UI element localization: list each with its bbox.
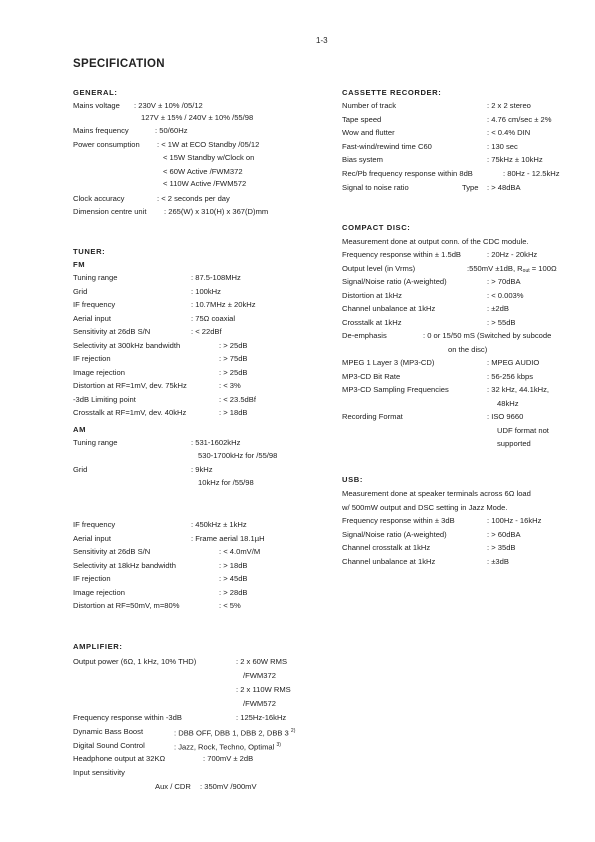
recording-format-label: Recording Format [342,412,403,421]
power-consumption-value-4: < 110W Active /FWM572 [163,179,247,188]
usb-spec-label: Frequency response within ± 3dB [342,516,455,525]
power-consumption-label: Power consumption [73,140,140,149]
dimension-label: Dimension centre unit [73,207,147,216]
am-spec-label: Distortion at RF=50mV, m=80% [73,601,180,610]
cd-spec-value: : > 70dBA [487,277,521,286]
mp3-spec-value: : MPEG AUDIO [487,358,540,367]
am-spec-value: : > 45dB [219,574,248,583]
clock-accuracy-value: : < 2 seconds per day [157,194,230,203]
usb-heading: USB: [342,475,363,484]
fm-spec-label: Image rejection [73,367,125,377]
fm-spec-value: : 75Ω coaxial [191,313,236,323]
dsc-footnote: 3) [276,742,281,748]
fm-spec-label: IF frequency [73,300,116,309]
cd-spec-label: Crosstalk at 1kHz [342,317,402,327]
fm-spec-value: : > 75dB [219,354,248,363]
usb-intro-2: w/ 500mW output and DSC setting in Jazz Mode. [342,503,508,512]
fm-spec-value: : 87.5-108MHz [191,273,241,282]
fm-spec-value: : < 22dBf [191,327,222,336]
usb-spec-label: Channel unbalance at 1kHz [342,556,436,566]
cassette-spec-label: Bias system [342,155,383,165]
fm-spec-value: : 100kHz [191,286,221,296]
mp3-spec-label: MP3-CD Bit Rate [342,371,401,381]
recording-format-value-2: UDF format not [497,426,549,435]
recpb-label: Rec/Pb frequency response within 8dB [342,169,473,178]
fm-spec-value: : < 23.5dBf [219,394,256,404]
amplifier-heading: AMPLIFIER: [73,642,123,651]
general-heading: GENERAL: [73,88,118,97]
mains-frequency-value: : 50/60Hz [155,126,188,135]
am-spec-label: Image rejection [73,587,125,597]
am-spec-value: : > 18dB [219,560,248,570]
dimension-value: : 265(W) x 310(H) x 367(D)mm [164,207,269,216]
cassette-spec-value: : 4.76 cm/sec ± 2% [487,114,552,124]
usb-spec-value: : 100Hz - 16kHz [487,516,542,525]
input-sensitivity-label: Input sensitivity [73,768,125,777]
fm-spec-label: Tuning range [73,273,118,282]
deemphasis-label: De-emphasis [342,331,387,340]
headphone-label: Headphone output at 32KΩ [73,754,166,763]
mains-voltage-label: Mains voltage [73,101,120,110]
am-spec-value: : Frame aerial 18.1µH [191,533,265,543]
am-spec-value: : < 5% [219,601,241,610]
cassette-spec-value: : 75kHz ± 10kHz [487,155,543,165]
aux-cdr-label: Aux / CDR [155,782,191,791]
fm-spec-value: : > 25dB [219,367,248,377]
usb-spec-value: : > 60dBA [487,529,521,539]
am-tuning-range-value-2: 530-1700kHz for /55/98 [198,451,278,460]
deemphasis-value: : 0 or 15/50 mS (Switched by subcode [423,331,552,340]
cd-heading: COMPACT DISC: [342,223,411,232]
cassette-spec-value: : 2 x 2 stereo [487,101,531,110]
fm-spec-value: : > 18dB [219,408,248,417]
usb-spec-value: : > 35dB [487,543,516,553]
clock-accuracy-label: Clock accuracy [73,194,125,203]
mains-frequency-label: Mains frequency [73,126,129,135]
am-spec-value: : < 4.0mV/M [219,547,261,556]
fm-spec-value: : > 25dB [219,340,248,350]
am-tuning-range-value: : 531-1602kHz [191,438,241,447]
cassette-spec-value: : < 0.4% DIN [487,128,531,138]
output-power-value-4: /FWM572 [243,699,276,708]
am-spec-label: IF frequency [73,520,116,529]
mains-voltage-value-2: 127V ± 15% / 240V ± 10% /55/98 [141,113,254,122]
page-title: SPECIFICATION [73,58,165,70]
am-heading: AM [73,425,87,434]
cd-spec-value: : ±2dB [487,304,509,313]
cassette-heading: CASSETTE RECORDER: [342,88,442,97]
cd-frequency-value: : 20Hz - 20kHz [487,250,538,259]
fm-spec-label: Sensitivity at 26dB S/N [73,327,151,336]
cd-spec-label: Signal/Noise ratio (A-weighted) [342,277,447,286]
am-grid-value-2: 10kHz for /55/98 [198,478,254,487]
dbb-value: : DBB OFF, DBB 1, DBB 2, DBB 3 $^{2)}$ [174,728,296,738]
am-tuning-range-label: Tuning range [73,438,118,447]
deemphasis-value-2: on the disc) [448,345,488,354]
fm-spec-value: : < 3% [219,381,241,390]
cd-output-label: Output level (in Vrms) [342,264,416,273]
dsc-value: : Jazz, Rock, Techno, Optimal $^{3)}$ [174,742,281,752]
cd-intro: Measurement done at output conn. of the CDC module. [342,237,529,246]
usb-spec-label: Channel crosstalk at 1kHz [342,543,431,553]
mains-voltage-value: : 230V ± 10% /05/12 [134,101,203,110]
fm-spec-label: IF rejection [73,354,111,363]
mp3-spec-value: : 32 kHz, 44.1kHz, [487,385,550,395]
page-number: 1-3 [316,36,328,45]
cassette-spec-value: : 130 sec [487,141,518,151]
cd-spec-value: : > 55dB [487,317,516,327]
dbb-label: Dynamic Bass Boost [73,727,144,736]
output-power-label: Output power (6Ω, 1 kHz, 10% THD) [73,657,197,666]
recording-format-value: : ISO 9660 [487,412,524,421]
power-consumption-value-3: < 60W Active /FWM372 [163,167,243,176]
cd-frequency-label: Frequency response within ± 1.5dB [342,250,461,259]
snr-type: Type [462,183,479,192]
fm-spec-label: Distortion at RF=1mV, dev. 75kHz [73,381,187,390]
snr-label: Signal to noise ratio [342,183,409,192]
fm-spec-label: Selectivity at 300kHz bandwidth [73,340,181,350]
output-power-value-2: /FWM372 [243,671,276,680]
am-grid-label: Grid [73,465,88,474]
cassette-spec-label: Wow and flutter [342,128,395,138]
mp3-spec-label: MPEG 1 Layer 3 (MP3-CD) [342,358,435,367]
fm-heading: FM [73,260,86,269]
fm-spec-value: : 10.7MHz ± 20kHz [191,300,256,309]
cd-spec-label: Channel unbalance at 1kHz [342,304,436,313]
am-spec-label: Sensitivity at 26dB S/N [73,547,151,556]
am-spec-label: Selectivity at 18kHz bandwidth [73,560,176,570]
power-consumption-value-2: < 15W Standby w/Clock on [163,153,255,162]
amp-frequency-value: : 125Hz-16kHz [236,713,287,722]
fm-spec-label: Grid [73,286,88,296]
snr-value: : > 48dBA [487,183,521,192]
cd-spec-label: Distortion at 1kHz [342,290,402,300]
am-spec-value: : > 28dB [219,587,248,597]
cd-output-value: :550mV ±1dB, $R_{out} = 100\Omega$ [467,264,557,274]
am-grid-value: : 9kHz [191,465,213,474]
cassette-spec-label: Number of track [342,101,397,110]
recording-format-value-3: supported [497,439,531,448]
output-power-value-3: : 2 x 110W RMS [236,685,291,694]
usb-spec-label: Signal/Noise ratio (A-weighted) [342,529,447,539]
recpb-value: : 80Hz - 12.5kHz [503,169,560,178]
fm-spec-label: -3dB Limiting point [73,394,136,404]
usb-spec-value: : ±3dB [487,556,509,566]
headphone-value: : 700mV ± 2dB [203,754,254,763]
am-spec-label: Aerial input [73,533,111,543]
mp3-spec-label: MP3-CD Sampling Frequencies [342,385,449,395]
aux-cdr-value: : 350mV /900mV [200,782,257,791]
output-power-value-1: : 2 x 60W RMS [236,657,288,666]
usb-intro-1: Measurement done at speaker terminals across 6Ω load [342,489,531,498]
dbb-footnote: 2) [290,728,296,734]
sampling-value-2: 48kHz [497,399,519,408]
fm-spec-label: Crosstalk at RF=1mV, dev. 40kHz [73,408,187,417]
amp-frequency-label: Frequency response within -3dB [73,713,182,722]
power-consumption-value-1: : < 1W at ECO Standby /05/12 [157,140,260,149]
cassette-spec-label: Fast-wind/rewind time C60 [342,141,432,151]
tuner-heading: TUNER: [73,247,106,256]
dsc-label: Digital Sound Control [73,741,145,750]
cassette-spec-label: Tape speed [342,114,382,124]
fm-spec-label: Aerial input [73,313,111,323]
am-spec-value: : 450kHz ± 1kHz [191,520,247,529]
mp3-spec-value: : 56-256 kbps [487,371,534,381]
am-spec-label: IF rejection [73,574,111,583]
cd-spec-value: : < 0.003% [487,290,524,300]
